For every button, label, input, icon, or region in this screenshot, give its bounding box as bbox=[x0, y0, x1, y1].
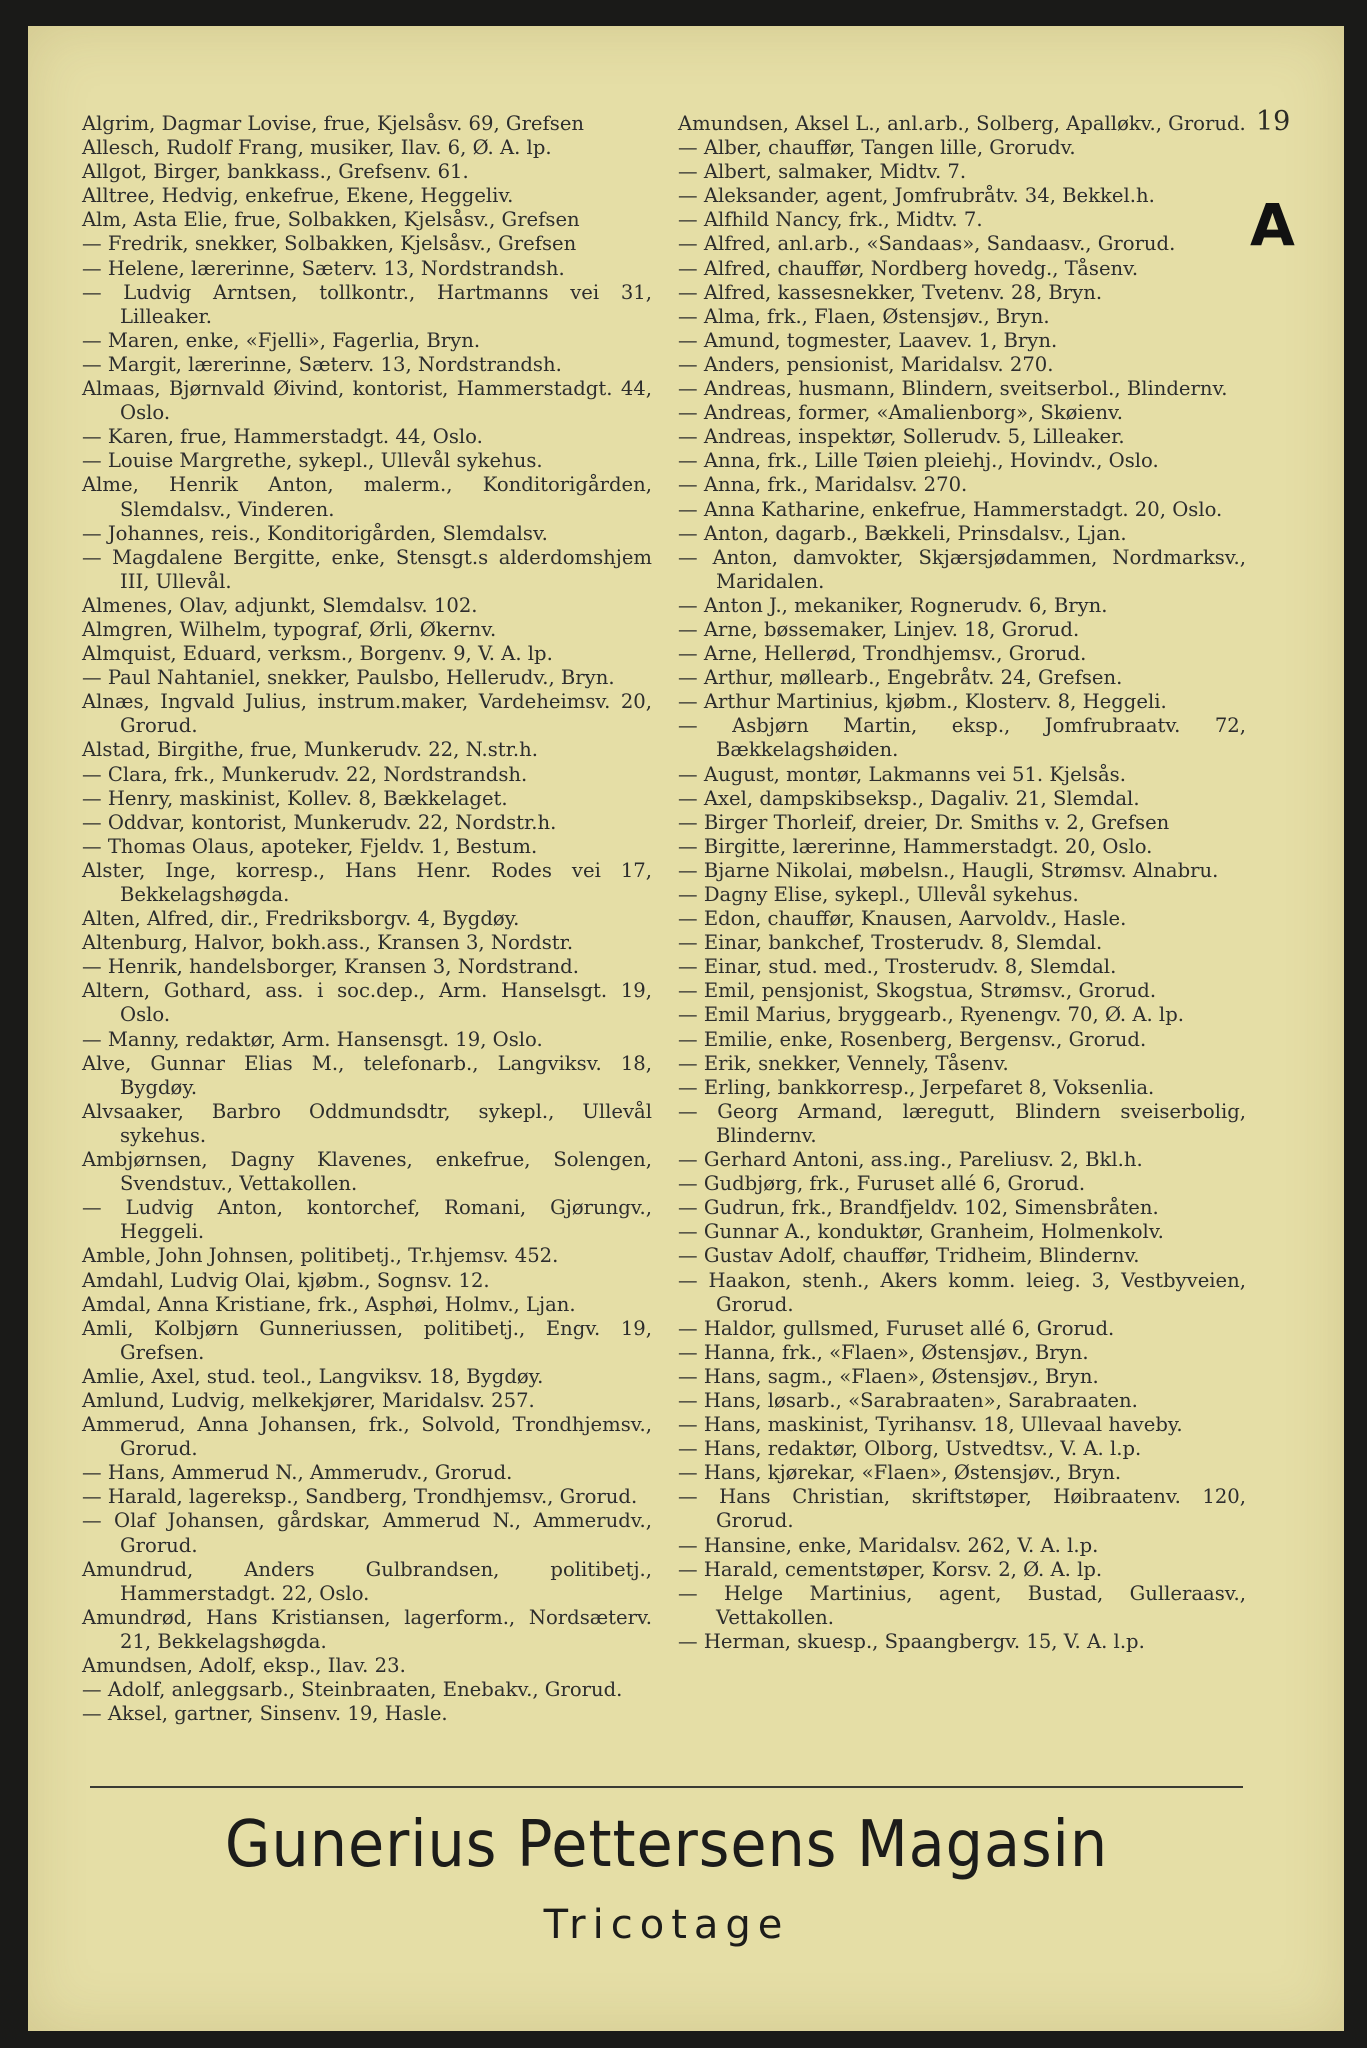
directory-entry: Amdal, Anna Kristiane, frk., Asphøi, Holmv., Ljan. bbox=[82, 1292, 576, 1316]
advertisement-subtitle: Tricotage bbox=[543, 1902, 790, 1948]
directory-entry: — Johannes, reis., Konditorigården, Slemdalsv. bbox=[82, 521, 548, 545]
directory-entry: Ambjørnsen, Dagny Klavenes, enkefrue, Solengen, Svendstuv., Vettakollen. bbox=[82, 1148, 652, 1196]
directory-entry: — Hans, redaktør, Olborg, Ustvedtsv., V. A. l.p. bbox=[678, 1437, 1142, 1461]
directory-entry: — Hans, sagm., «Flaen», Østensjøv., Bryn. bbox=[678, 1364, 1099, 1388]
directory-entry: — Gudbjørg, frk., Furuset allé 6, Grorud. bbox=[678, 1172, 1086, 1196]
directory-entry: — Georg Armand, læregutt, Blindern sveiserbolig, Blindernv. bbox=[678, 1099, 1246, 1147]
directory-entry: — Adolf, anleggsarb., Steinbraaten, Enebakv., Grorud. bbox=[82, 1678, 623, 1702]
directory-entry: Allesch, Rudolf Frang, musiker, Ilav. 6, Ø. A. lp. bbox=[82, 136, 552, 160]
directory-entry: Almgren, Wilhelm, typograf, Ørli, Økernv. bbox=[82, 617, 497, 641]
directory-entry: — Alfred, anl.arb., «Sandaas», Sandaasv., Grorud. bbox=[678, 232, 1176, 256]
directory-entry: — Olaf Johansen, gårdskar, Ammerud N., Ammerudv., Grorud. bbox=[82, 1509, 652, 1557]
directory-entry: — Birgitte, lærerinne, Hammerstadgt. 20, Oslo. bbox=[678, 834, 1153, 858]
left-column bbox=[82, 112, 652, 1726]
directory-entry: — Alber, chauffør, Tangen lille, Grorudv. bbox=[678, 136, 1076, 160]
directory-entry: — Gustav Adolf, chauffør, Tridheim, Blindernv. bbox=[678, 1244, 1140, 1268]
directory-entry: — Andreas, husmann, Blindern, sveitserbol., Blindernv. bbox=[678, 377, 1228, 401]
directory-entry: — Thomas Olaus, apoteker, Fjeldv. 1, Bestum. bbox=[82, 834, 538, 858]
directory-entry: — Erik, snekker, Vennely, Tåsenv. bbox=[678, 1051, 1009, 1075]
directory-entry: — Andreas, inspektør, Sollerudv. 5, Lilleaker. bbox=[678, 425, 1125, 449]
directory-entry: — Hans Christian, skriftstøper, Høibraatenv. 120, Grorud. bbox=[678, 1485, 1246, 1533]
directory-entry: — Dagny Elise, sykepl., Ullevål sykehus. bbox=[678, 883, 1079, 906]
directory-entry: — Alma, frk., Flaen, Østensjøv., Bryn. bbox=[678, 304, 1050, 328]
directory-entry: Alve, Gunnar Elias M., telefonarb., Langviksv. 18, Bygdøy. bbox=[82, 1051, 652, 1099]
directory-entry: Almaas, Bjørnvald Øivind, kontorist, Hammerstadgt. 44, Oslo. bbox=[82, 377, 652, 425]
directory-entry: — Anton, damvokter, Skjærsjødammen, Nordmarksv., Maridalen. bbox=[678, 545, 1246, 593]
directory-entry: — Arthur, møllearb., Engebråtv. 24, Grefsen. bbox=[678, 666, 1123, 690]
directory-entry: — Helge Martinius, agent, Bustad, Gulleraasv., Vettakollen. bbox=[678, 1581, 1246, 1629]
directory-entry: Alvsaaker, Barbro Oddmundsdtr, sykepl., Ullevål sykehus. bbox=[82, 1099, 652, 1147]
directory-entry: — Harald, lagereksp., Sandberg, Trondhjemsv., Grorud. bbox=[82, 1485, 638, 1509]
directory-entry: — Emil Marius, bryggearb., Ryenengv. 70, Ø. A. lp. bbox=[678, 1003, 1184, 1027]
directory-entry: — Andreas, former, «Amalienborg», Skøienv. bbox=[678, 401, 1123, 425]
directory-entry: — Arne, Hellerød, Trondhjemsv., Grorud. bbox=[678, 642, 1087, 666]
directory-entry: — August, montør, Lakmanns vei 51. Kjelsås. bbox=[678, 762, 1126, 786]
directory-entry: Amundsen, Aksel L., anl.arb., Solberg, Apalløkv., Grorud. bbox=[678, 112, 1246, 135]
directory-entry: — Arne, bøssemaker, Linjev. 18, Grorud. bbox=[678, 617, 1080, 641]
directory-entry: Amlie, Axel, stud. teol., Langviksv. 18, Bygdøy. bbox=[82, 1364, 544, 1388]
directory-entry: Alm, Asta Elie, frue, Solbakken, Kjelsåsv., Grefsen bbox=[82, 208, 580, 232]
directory-entry: Almenes, Olav, adjunkt, Slemdalsv. 102. bbox=[82, 593, 478, 617]
directory-entry: — Margit, lærerinne, Sæterv. 13, Nordstrandsh. bbox=[82, 352, 562, 376]
directory-entry: — Louise Margrethe, sykepl., Ullevål sykehus. bbox=[82, 449, 543, 473]
directory-entry: — Anna, frk., Maridalsv. 270. bbox=[678, 473, 968, 497]
directory-entry: — Oddvar, kontorist, Munkerudv. 22, Nordstr.h. bbox=[82, 810, 557, 834]
advertisement-title: Gunerius Pettersens Magasin bbox=[224, 1808, 1109, 1882]
directory-entry: — Hans, kjørekar, «Flaen», Østensjøv., Bryn. bbox=[678, 1461, 1122, 1485]
directory-entry: Allgot, Birger, bankkass., Grefsenv. 61. bbox=[82, 160, 469, 184]
directory-entry: — Fredrik, snekker, Solbakken, Kjelsåsv., Grefsen bbox=[82, 232, 577, 256]
directory-entry: — Henrik, handelsborger, Kransen 3, Nordstrand. bbox=[82, 955, 579, 979]
directory-entry: — Asbjørn Martin, eksp., Jomfrubraatv. 72, Bækkelagshøiden. bbox=[678, 714, 1246, 762]
directory-entry: — Haldor, gullsmed, Furuset allé 6, Grorud. bbox=[678, 1316, 1115, 1340]
directory-entry: Ammerud, Anna Johansen, frk., Solvold, Trondhjemsv., Grorud. bbox=[82, 1413, 652, 1461]
directory-entry: — Anders, pensionist, Maridalsv. 270. bbox=[678, 352, 1054, 376]
directory-entry: Amundrød, Hans Kristiansen, lagerform., Nordsæterv. 21, Bekkelagshøgda. bbox=[82, 1605, 652, 1653]
directory-entry: — Anton J., mekaniker, Rognerudv. 6, Bryn. bbox=[678, 593, 1108, 617]
directory-entry: — Haakon, stenh., Akers komm. leieg. 3, Vestbyveien, Grorud. bbox=[678, 1268, 1246, 1316]
directory-entry: — Einar, stud. med., Trosterudv. 8, Slemdal. bbox=[678, 955, 1117, 979]
directory-entry: — Clara, frk., Munkerudv. 22, Nordstrandsh. bbox=[82, 762, 528, 786]
directory-entry: — Aksel, gartner, Sinsenv. 19, Hasle. bbox=[82, 1702, 448, 1726]
divider-rule bbox=[90, 1786, 1243, 1788]
directory-entry: — Hans, maskinist, Tyrihansv. 18, Ullevaal haveby. bbox=[678, 1413, 1183, 1437]
directory-entry: — Ludvig Anton, kontorchef, Romani, Gjørungv., Heggeli. bbox=[82, 1196, 652, 1244]
directory-entry: — Einar, bankchef, Trosterudv. 8, Slemdal. bbox=[678, 931, 1103, 955]
directory-entry: — Ludvig Arntsen, tollkontr., Hartmanns vei 31, Lilleaker. bbox=[82, 280, 652, 328]
directory-entry: — Emil, pensjonist, Skogstua, Strømsv., Grorud. bbox=[678, 979, 1157, 1003]
directory-entry: — Anton, dagarb., Bækkeli, Prinsdalsv., Ljan. bbox=[678, 521, 1127, 545]
directory-entry: — Albert, salmaker, Midtv. 7. bbox=[678, 160, 967, 184]
directory-entry: Almquist, Eduard, verksm., Borgenv. 9, V. A. lp. bbox=[82, 642, 553, 666]
directory-entry: — Arthur Martinius, kjøbm., Klosterv. 8, Heggeli. bbox=[678, 690, 1167, 714]
directory-entry: — Alfhild Nancy, frk., Midtv. 7. bbox=[678, 208, 983, 232]
directory-entry: Alten, Alfred, dir., Fredriksborgv. 4, Bygdøy. bbox=[82, 907, 520, 931]
directory-entry: — Aleksander, agent, Jomfrubråtv. 34, Bekkel.h. bbox=[678, 184, 1155, 208]
directory-entry: — Harald, cementstøper, Korsv. 2, Ø. A. lp. bbox=[678, 1557, 1103, 1581]
directory-entry: Amli, Kolbjørn Gunneriussen, politibetj., Engv. 19, Grefsen. bbox=[82, 1316, 652, 1364]
directory-entry: — Herman, skuesp., Spaangbergv. 15, V. A. l.p. bbox=[678, 1629, 1145, 1653]
directory-entry: — Gudrun, frk., Brandfjeldv. 102, Simensbråten. bbox=[678, 1196, 1159, 1220]
directory-entry: — Bjarne Nikolai, møbelsn., Haugli, Strømsv. Alnabru. bbox=[678, 858, 1219, 882]
directory-entry: — Edon, chauffør, Knausen, Aarvoldv., Hasle. bbox=[678, 907, 1127, 931]
directory-entry: Algrim, Dagmar Lovise, frue, Kjelsåsv. 69, Grefsen bbox=[82, 112, 585, 135]
directory-entry: — Anna, frk., Lille Tøien pleiehj., Hovindv., Oslo. bbox=[678, 449, 1159, 473]
directory-entry: — Henry, maskinist, Kollev. 8, Bækkelaget. bbox=[82, 786, 508, 810]
directory-entry: — Magdalene Bergitte, enke, Stensgt.s alderdomshjem III, Ullevål. bbox=[82, 545, 652, 593]
section-letter: A bbox=[1250, 191, 1295, 259]
directory-entry: — Hanna, frk., «Flaen», Østensjøv., Bryn. bbox=[678, 1340, 1089, 1364]
directory-entry: Amdahl, Ludvig Olai, kjøbm., Sognsv. 12. bbox=[82, 1268, 490, 1292]
directory-page bbox=[28, 26, 1344, 2031]
directory-entry: Amundsen, Adolf, eksp., Ilav. 23. bbox=[82, 1654, 406, 1677]
directory-entry: — Hansine, enke, Maridalsv. 262, V. A. l.p. bbox=[678, 1533, 1099, 1557]
directory-entry: — Erling, bankkorresp., Jerpefaret 8, Voksenlia. bbox=[678, 1075, 1155, 1099]
directory-entry: — Helene, lærerinne, Sæterv. 13, Nordstrandsh. bbox=[82, 256, 565, 280]
directory-entry: Amlund, Ludvig, melkekjører, Maridalsv. 257. bbox=[82, 1388, 535, 1412]
directory-entry: — Birger Thorleif, dreier, Dr. Smiths v. 2, Grefsen bbox=[678, 810, 1170, 834]
directory-entry: Altenburg, Halvor, bokh.ass., Kransen 3, Nordstr. bbox=[82, 931, 574, 955]
directory-entry: — Manny, redaktør, Arm. Hansensgt. 19, Oslo. bbox=[82, 1027, 543, 1051]
directory-entry: Alnæs, Ingvald Julius, instrum.maker, Vardeheimsv. 20, Grorud. bbox=[82, 690, 652, 738]
directory-entry: Alme, Henrik Anton, malerm., Konditorigården, Slemdalsv., Vinderen. bbox=[82, 473, 652, 521]
directory-entry: — Alfred, kassesnekker, Tvetenv. 28, Bryn. bbox=[678, 280, 1103, 304]
directory-entry: — Alfred, chauffør, Nordberg hovedg., Tåsenv. bbox=[678, 256, 1139, 280]
page-number: 19 bbox=[1256, 106, 1291, 137]
directory-entry: Altern, Gothard, ass. i soc.dep., Arm. Hanselsgt. 19, Oslo. bbox=[82, 979, 652, 1027]
directory-entry: Alltree, Hedvig, enkefrue, Ekene, Heggeliv. bbox=[82, 184, 514, 208]
directory-entry: — Hans, løsarb., «Sarabraaten», Sarabraaten. bbox=[678, 1388, 1138, 1412]
directory-entry: Amble, John Johnsen, politibetj., Tr.hjemsv. 452. bbox=[82, 1244, 559, 1268]
directory-entry: — Gerhard Antoni, ass.ing., Pareliusv. 2, Bkl.h. bbox=[678, 1148, 1143, 1172]
directory-entry: — Maren, enke, «Fjelli», Fagerlia, Bryn. bbox=[82, 328, 481, 352]
directory-entry: — Hans, Ammerud N., Ammerudv., Grorud. bbox=[82, 1461, 513, 1485]
directory-entry: — Paul Nahtaniel, snekker, Paulsbo, Hellerudv., Bryn. bbox=[82, 666, 615, 690]
right-column bbox=[678, 112, 1246, 1654]
directory-entry: — Anna Katharine, enkefrue, Hammerstadgt. 20, Oslo. bbox=[678, 497, 1223, 521]
directory-entry: — Axel, dampskibseksp., Dagaliv. 21, Slemdal. bbox=[678, 786, 1140, 810]
directory-entry: — Karen, frue, Hammerstadgt. 44, Oslo. bbox=[82, 425, 483, 449]
directory-entry: Amundrud, Anders Gulbrandsen, politibetj., Hammerstadgt. 22, Oslo. bbox=[82, 1557, 652, 1605]
directory-entry: — Emilie, enke, Rosenberg, Bergensv., Grorud. bbox=[678, 1027, 1147, 1051]
directory-entry: Alstad, Birgithe, frue, Munkerudv. 22, N.str.h. bbox=[82, 738, 538, 762]
directory-entry: Alster, Inge, korresp., Hans Henr. Rodes vei 17, Bekkelagshøgda. bbox=[82, 858, 652, 906]
directory-entry: — Gunnar A., konduktør, Granheim, Holmenkolv. bbox=[678, 1220, 1164, 1244]
directory-entry: — Amund, togmester, Laavev. 1, Bryn. bbox=[678, 328, 1058, 352]
